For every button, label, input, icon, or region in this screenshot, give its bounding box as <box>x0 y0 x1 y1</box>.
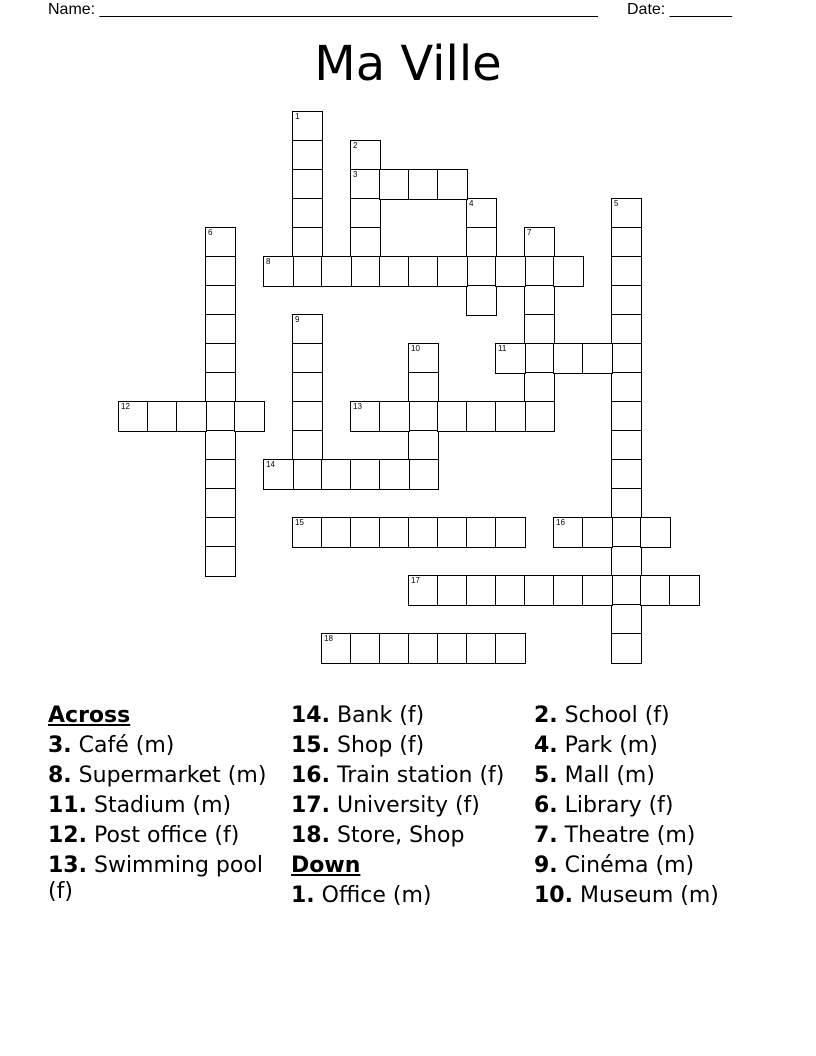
grid-cell[interactable] <box>292 140 323 171</box>
grid-cell[interactable] <box>205 372 236 403</box>
grid-number: 10 <box>411 344 420 353</box>
grid-cell[interactable] <box>466 401 497 432</box>
clues-column-1 <box>48 703 280 909</box>
grid-cell[interactable] <box>205 430 236 461</box>
grid-cell[interactable] <box>408 459 439 490</box>
clue-text: Train station (f) <box>336 763 505 788</box>
grid-cell[interactable] <box>408 517 439 548</box>
grid-cell[interactable] <box>408 633 439 664</box>
clue-number: 14. <box>291 703 330 728</box>
grid-cell[interactable] <box>524 401 555 432</box>
clue-item <box>48 823 280 849</box>
grid-number: 16 <box>556 518 565 527</box>
grid-cell[interactable] <box>611 256 642 287</box>
name-field-label: Name: ________________________________________________________ <box>48 1 598 18</box>
grid-cell[interactable] <box>611 517 642 548</box>
grid-cell[interactable] <box>408 256 439 287</box>
grid-cell[interactable] <box>408 401 439 432</box>
grid-cell[interactable] <box>408 169 439 200</box>
date-field-label: Date: _______ <box>627 1 732 18</box>
grid-number: 3 <box>353 170 358 179</box>
clue-number: 17. <box>291 793 330 818</box>
grid-cell[interactable] <box>553 256 584 287</box>
clues-column-3 <box>534 703 766 913</box>
clue-number: 6. <box>534 793 558 818</box>
clue-text: Shop (f) <box>336 733 425 758</box>
grid-cell[interactable] <box>524 343 555 374</box>
clue-number: 16. <box>291 763 330 788</box>
grid-cell[interactable] <box>205 256 236 287</box>
clue-number: 10. <box>534 883 573 908</box>
grid-cell[interactable] <box>350 198 381 229</box>
clue-item <box>48 763 280 789</box>
clue-item <box>534 853 766 879</box>
grid-cell[interactable] <box>611 633 642 664</box>
grid-cell[interactable] <box>437 633 468 664</box>
grid-number: 15 <box>295 518 304 527</box>
grid-cell[interactable] <box>292 256 323 287</box>
clue-item <box>534 823 766 849</box>
clue-text: School (f) <box>564 703 670 728</box>
grid-cell[interactable] <box>437 401 468 432</box>
grid-cell[interactable] <box>611 430 642 461</box>
clue-number: 15. <box>291 733 330 758</box>
clue-number: 7. <box>534 823 558 848</box>
grid-cell[interactable] <box>292 459 323 490</box>
clue-number: 18. <box>291 823 330 848</box>
grid-cell[interactable] <box>553 575 584 606</box>
clue-text: Supermarket (m) <box>78 763 267 788</box>
clue-item <box>534 703 766 729</box>
grid-number: 1 <box>295 112 300 121</box>
clue-number: 11. <box>48 793 87 818</box>
clue-item <box>48 733 280 759</box>
grid-cell[interactable] <box>437 256 468 287</box>
grid-cell[interactable] <box>611 227 642 258</box>
grid-cell[interactable] <box>379 169 410 200</box>
grid-number: 8 <box>266 257 271 266</box>
grid-cell[interactable] <box>379 459 410 490</box>
grid-cell[interactable] <box>437 575 468 606</box>
grid-cell[interactable] <box>495 401 526 432</box>
clues-column-2 <box>291 703 523 913</box>
grid-cell[interactable] <box>350 459 381 490</box>
grid-number: 9 <box>295 315 300 324</box>
grid-cell[interactable] <box>147 401 178 432</box>
clue-number: 2. <box>534 703 558 728</box>
down-heading: Down <box>291 853 361 878</box>
grid-cell[interactable] <box>234 401 265 432</box>
grid-cell[interactable] <box>205 343 236 374</box>
grid-cell[interactable] <box>379 256 410 287</box>
page-title: Ma Ville <box>314 36 502 92</box>
grid-number: 13 <box>353 402 362 411</box>
grid-number: 2 <box>353 141 358 150</box>
grid-cell[interactable] <box>611 314 642 345</box>
grid-cell[interactable] <box>466 227 497 258</box>
grid-cell[interactable] <box>205 517 236 548</box>
grid-cell[interactable] <box>611 401 642 432</box>
grid-cell[interactable] <box>350 517 381 548</box>
grid-number: 14 <box>266 460 275 469</box>
grid-cell[interactable] <box>524 256 555 287</box>
clue-item <box>534 883 766 909</box>
grid-cell[interactable] <box>611 575 642 606</box>
grid-cell[interactable] <box>495 575 526 606</box>
clue-item <box>291 703 523 729</box>
grid-cell[interactable] <box>669 575 700 606</box>
grid-cell[interactable] <box>611 488 642 519</box>
grid-cell[interactable] <box>611 343 642 374</box>
clue-text: Bank (f) <box>336 703 425 728</box>
clue-text: Mall (m) <box>564 763 655 788</box>
grid-cell[interactable] <box>466 633 497 664</box>
clue-text: Stadium (m) <box>93 793 232 818</box>
grid-cell[interactable] <box>292 343 323 374</box>
grid-cell[interactable] <box>495 256 526 287</box>
grid-cell[interactable] <box>611 372 642 403</box>
clue-text: Swimming pool (f) <box>48 853 263 904</box>
grid-cell[interactable] <box>321 256 352 287</box>
grid-cell[interactable] <box>582 517 613 548</box>
clue-item <box>291 733 523 759</box>
clue-item <box>48 793 280 819</box>
grid-cell[interactable] <box>292 372 323 403</box>
grid-cell[interactable] <box>350 256 381 287</box>
grid-cell[interactable] <box>205 285 236 316</box>
grid-number: 18 <box>324 634 333 643</box>
clue-text: Park (m) <box>564 733 658 758</box>
grid-number: 7 <box>527 228 532 237</box>
grid-cell[interactable] <box>466 256 497 287</box>
grid-cell[interactable] <box>379 517 410 548</box>
grid-cell[interactable] <box>350 633 381 664</box>
grid-cell[interactable] <box>205 314 236 345</box>
clue-item <box>48 853 280 905</box>
grid-cell[interactable] <box>466 285 497 316</box>
clue-item <box>291 883 523 909</box>
grid-cell[interactable] <box>205 546 236 577</box>
clue-text: Cinéma (m) <box>564 853 695 878</box>
grid-cell[interactable] <box>524 314 555 345</box>
grid-number: 5 <box>614 199 619 208</box>
clue-text: Café (m) <box>78 733 175 758</box>
grid-cell[interactable] <box>524 372 555 403</box>
grid-cell[interactable] <box>611 285 642 316</box>
grid-cell[interactable] <box>640 575 671 606</box>
grid-cell[interactable] <box>466 575 497 606</box>
grid-cell[interactable] <box>611 604 642 635</box>
grid-cell[interactable] <box>292 401 323 432</box>
clue-number: 4. <box>534 733 558 758</box>
clue-number: 9. <box>534 853 558 878</box>
grid-cell[interactable] <box>437 517 468 548</box>
grid-cell[interactable] <box>495 517 526 548</box>
grid-cell[interactable] <box>379 401 410 432</box>
grid-cell[interactable] <box>350 227 381 258</box>
grid-number: 11 <box>498 344 507 353</box>
grid-cell[interactable] <box>640 517 671 548</box>
grid-number: 6 <box>208 228 213 237</box>
clue-text: Post office (f) <box>93 823 240 848</box>
grid-cell[interactable] <box>611 546 642 577</box>
clue-number: 12. <box>48 823 87 848</box>
grid-cell[interactable] <box>292 169 323 200</box>
grid-number: 4 <box>469 199 474 208</box>
grid-cell[interactable] <box>408 372 439 403</box>
across-heading: Across <box>48 703 131 728</box>
clue-item <box>534 793 766 819</box>
clue-number: 3. <box>48 733 72 758</box>
grid-cell[interactable] <box>495 633 526 664</box>
clue-item <box>534 733 766 759</box>
clue-text: University (f) <box>336 793 480 818</box>
clue-text: Office (m) <box>321 883 432 908</box>
grid-cell[interactable] <box>524 575 555 606</box>
clue-number: 5. <box>534 763 558 788</box>
grid-cell[interactable] <box>292 227 323 258</box>
clue-item <box>291 793 523 819</box>
grid-cell[interactable] <box>582 343 613 374</box>
clue-number: 1. <box>291 883 315 908</box>
clue-text: Theatre (m) <box>564 823 696 848</box>
grid-cell[interactable] <box>466 517 497 548</box>
grid-number: 12 <box>121 402 130 411</box>
clue-text: Library (f) <box>564 793 674 818</box>
grid-cell[interactable] <box>292 198 323 229</box>
grid-number: 17 <box>411 576 420 585</box>
grid-cell[interactable] <box>582 575 613 606</box>
grid-cell[interactable] <box>205 401 236 432</box>
grid-cell[interactable] <box>321 459 352 490</box>
grid-cell[interactable] <box>321 517 352 548</box>
grid-cell[interactable] <box>205 459 236 490</box>
grid-cell[interactable] <box>379 633 410 664</box>
clue-text: Museum (m) <box>579 883 719 908</box>
grid-cell[interactable] <box>205 488 236 519</box>
grid-cell[interactable] <box>176 401 207 432</box>
clue-item <box>291 763 523 789</box>
clue-number: 13. <box>48 853 87 878</box>
grid-cell[interactable] <box>292 430 323 461</box>
grid-cell[interactable] <box>611 459 642 490</box>
clue-number: 8. <box>48 763 72 788</box>
clue-item <box>291 823 523 849</box>
clue-item <box>534 763 766 789</box>
grid-cell[interactable] <box>524 285 555 316</box>
clue-text: Store, Shop <box>336 823 465 848</box>
grid-cell[interactable] <box>553 343 584 374</box>
grid-cell[interactable] <box>408 430 439 461</box>
grid-cell[interactable] <box>437 169 468 200</box>
